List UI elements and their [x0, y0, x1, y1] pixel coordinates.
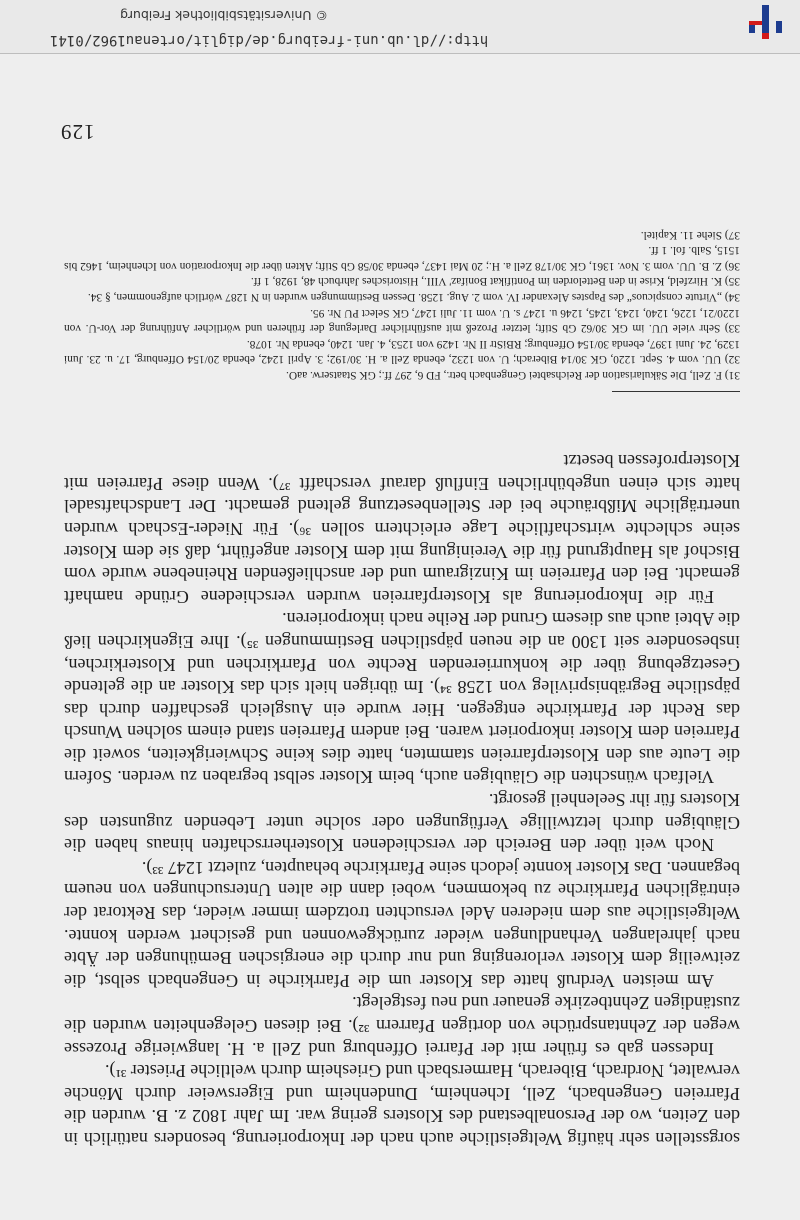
- main-text: [64, 450, 740, 1150]
- footnote-divider: [612, 391, 740, 392]
- page-number: 129: [60, 120, 95, 144]
- footnote: 31) F. Zell, Die Säkularisation der Reichsabtei Gengenbach betr., FD 6, 297 ff.; GK Staatserw. aaO.: [286, 369, 740, 381]
- footnote: 34) „Virtute conspicuos“ des Papstes Alexander IV. vom 2. Aug. 1258. Dessen Bestimmungen wurden in N 1287 wörtlich aufgenommen, § 34.: [87, 291, 740, 304]
- footnote: 37) Siehe 11. Kapitel.: [640, 228, 740, 241]
- footnotes: [64, 226, 740, 382]
- paragraph: sorgsstellen sehr häufig Weltgeistliche auch nach der Inkorporierung, besonders natürlich in den Zeiten, wo der Personalbestand des Klosters gering war. Im Jahr 1802 z. B. wurden die Pfarreien Gengenbach, Zell, Ichenheim, Dundenheim und Eigersweier durch Mönche verwaltet, Nordrach, Biberach, Harmersbach und Griesheim durch weltliche Priester ³¹).: [64, 1061, 740, 1149]
- footnote: 35) K. Hirzfeld, Krise in den Bettelorden im Pontifikat Bonifaz' VIII., Historisches Jahrbuch 48, 1928, 1 ff.: [250, 275, 740, 288]
- book-page: [0, 54, 800, 1220]
- paragraph: Indessen gab es früher mit der Pfarrei Offenburg und Zell a. H. langwierige Prozesse wegen der Zehntansprüche von dortigen Pfarrern ³²). Bei diesen Gelegenheiten wurden die zuständigen Zehntbezirke genauer und neu festgelegt.: [64, 993, 740, 1059]
- footnote: 33) Sehr viele UU. im GK 30/62 Gb Stift; letzter Prozeß mit ausführlicher Darlegung der früheren und wörtlicher Anführung der Vor-U. von 1220/21, 1226, 1240, 1243, 1245, 1246 u. 1247 s. U. vom 11. Juli 1247, GK Select PU Nr. 95.: [64, 306, 740, 335]
- paragraph: Für die Inkorporierung als Klosterpfarreien wurden verschiedene Gründe namhaft gemacht. Bei den Pfarreien im Kinzigraum und der anschließenden Rheinebene wurde vom Bischof als Hauptgrund für die Vereinigung mit dem Kloster angeführt, daß sie dem Kloster seine schlechte wirtschaftliche Lage erleichtern sollen ³⁶). Für Nieder-Eschach wurden unerträgliche Mißbräuche bei der Stellenbesetzung geltend gemacht. Der Landschaftsadel hatte sich einen ungebührlichen Einfluß darauf verschafft ³⁷). Wenn diese Pfarreien mit Klosterprofessen besetzt: [64, 451, 740, 607]
- paragraph: Vielfach wünschten die Gläubigen auch, beim Kloster selbst begraben zu werden. Sofern die Leute aus den Klosterpfarreien stammten, hatte dies keine Schwierigkeiten, soweit die Pfarreien dem Kloster inkorporiert waren. Bei andern Pfarreien stand einem solchen Wunsch das Recht der Pfarrkirche entgegen. Hier wurde ein Ausgleich geschaffen durch das päpstliche Begräbnisprivileg von 1258 ³⁴). Im übrigen hielt sich das Kloster an die geltende Gesetzgebung über die konkurrierenden Rechte von Pfarrkirchen und Klosterkirchen, insbesondere seit 1300 an die neuen päpstlichen Bestimmungen ³⁵). Ihre Eigenkirchen ließ die Abtei auch aus diesem Grund der Reihe nach inkorporieren.: [64, 609, 740, 788]
- paragraph: Am meisten Verdruß hatte das Kloster um die Pfarrkirche in Gengenbach selbst, die zeitweilig dem Kloster verlorenging und nur durch die energischen Bemühungen der Äbte nach jahrelangen Verhandlungen wieder zurückgewonnen und gesichert werden konnte. Weltgeistliche aus dem niederen Adel versuchten trotzdem immer wieder, das Rektorat der einträglichen Pfarrkirche zu bekommen, wobei dann die alten Untersuchungen von neuem begannen. Das Kloster konnte jedoch seine Pfarrkirche behaupten, zuletzt 1247 ³³).: [64, 857, 740, 991]
- footnote: 36) Z. B. UU. vom 3. Nov. 1361, GK 30/178 Zell a. H.; 20 Mai 1437, ebenda 30/58 Gb Stift; Akten über die Inkorporation von Ichenheim, 1462 bis 1515, Salb. fol. 1 ff.: [64, 244, 740, 272]
- copyright-text: © Universitätsbibliothek Freiburg: [120, 8, 328, 23]
- ub-freiburg-logo-icon: [746, 1, 786, 43]
- footnote: 32) UU. vom 4. Sept. 1220, GK 30/14 Biberach; U. von 1232, ebenda Zell a. H. 30/192; 3. April 1242, ebenda 20/154 Offenburg, 17. u. 23. Juni 1329, 24. Juni 1397, ebenda 30/154 Offenburg; RBiStr II Nr. 1429 von 1253, 4. Jan. 1240, ebenda Nr. 1078.: [64, 337, 740, 366]
- source-url[interactable]: http://dl.ub.uni-freiburg.de/diglit/ortenau1962/0141: [50, 32, 489, 48]
- paragraph: Noch weit über den Bereich der verschiedenen Klosterherrschaften hinaus haben die Gläubigen durch letztwillige Verfügungen oder solche unter Lebenden zugunsten des Klosters für ihr Seelenheil gesorgt.: [64, 790, 740, 856]
- footer-bar: [0, 0, 800, 54]
